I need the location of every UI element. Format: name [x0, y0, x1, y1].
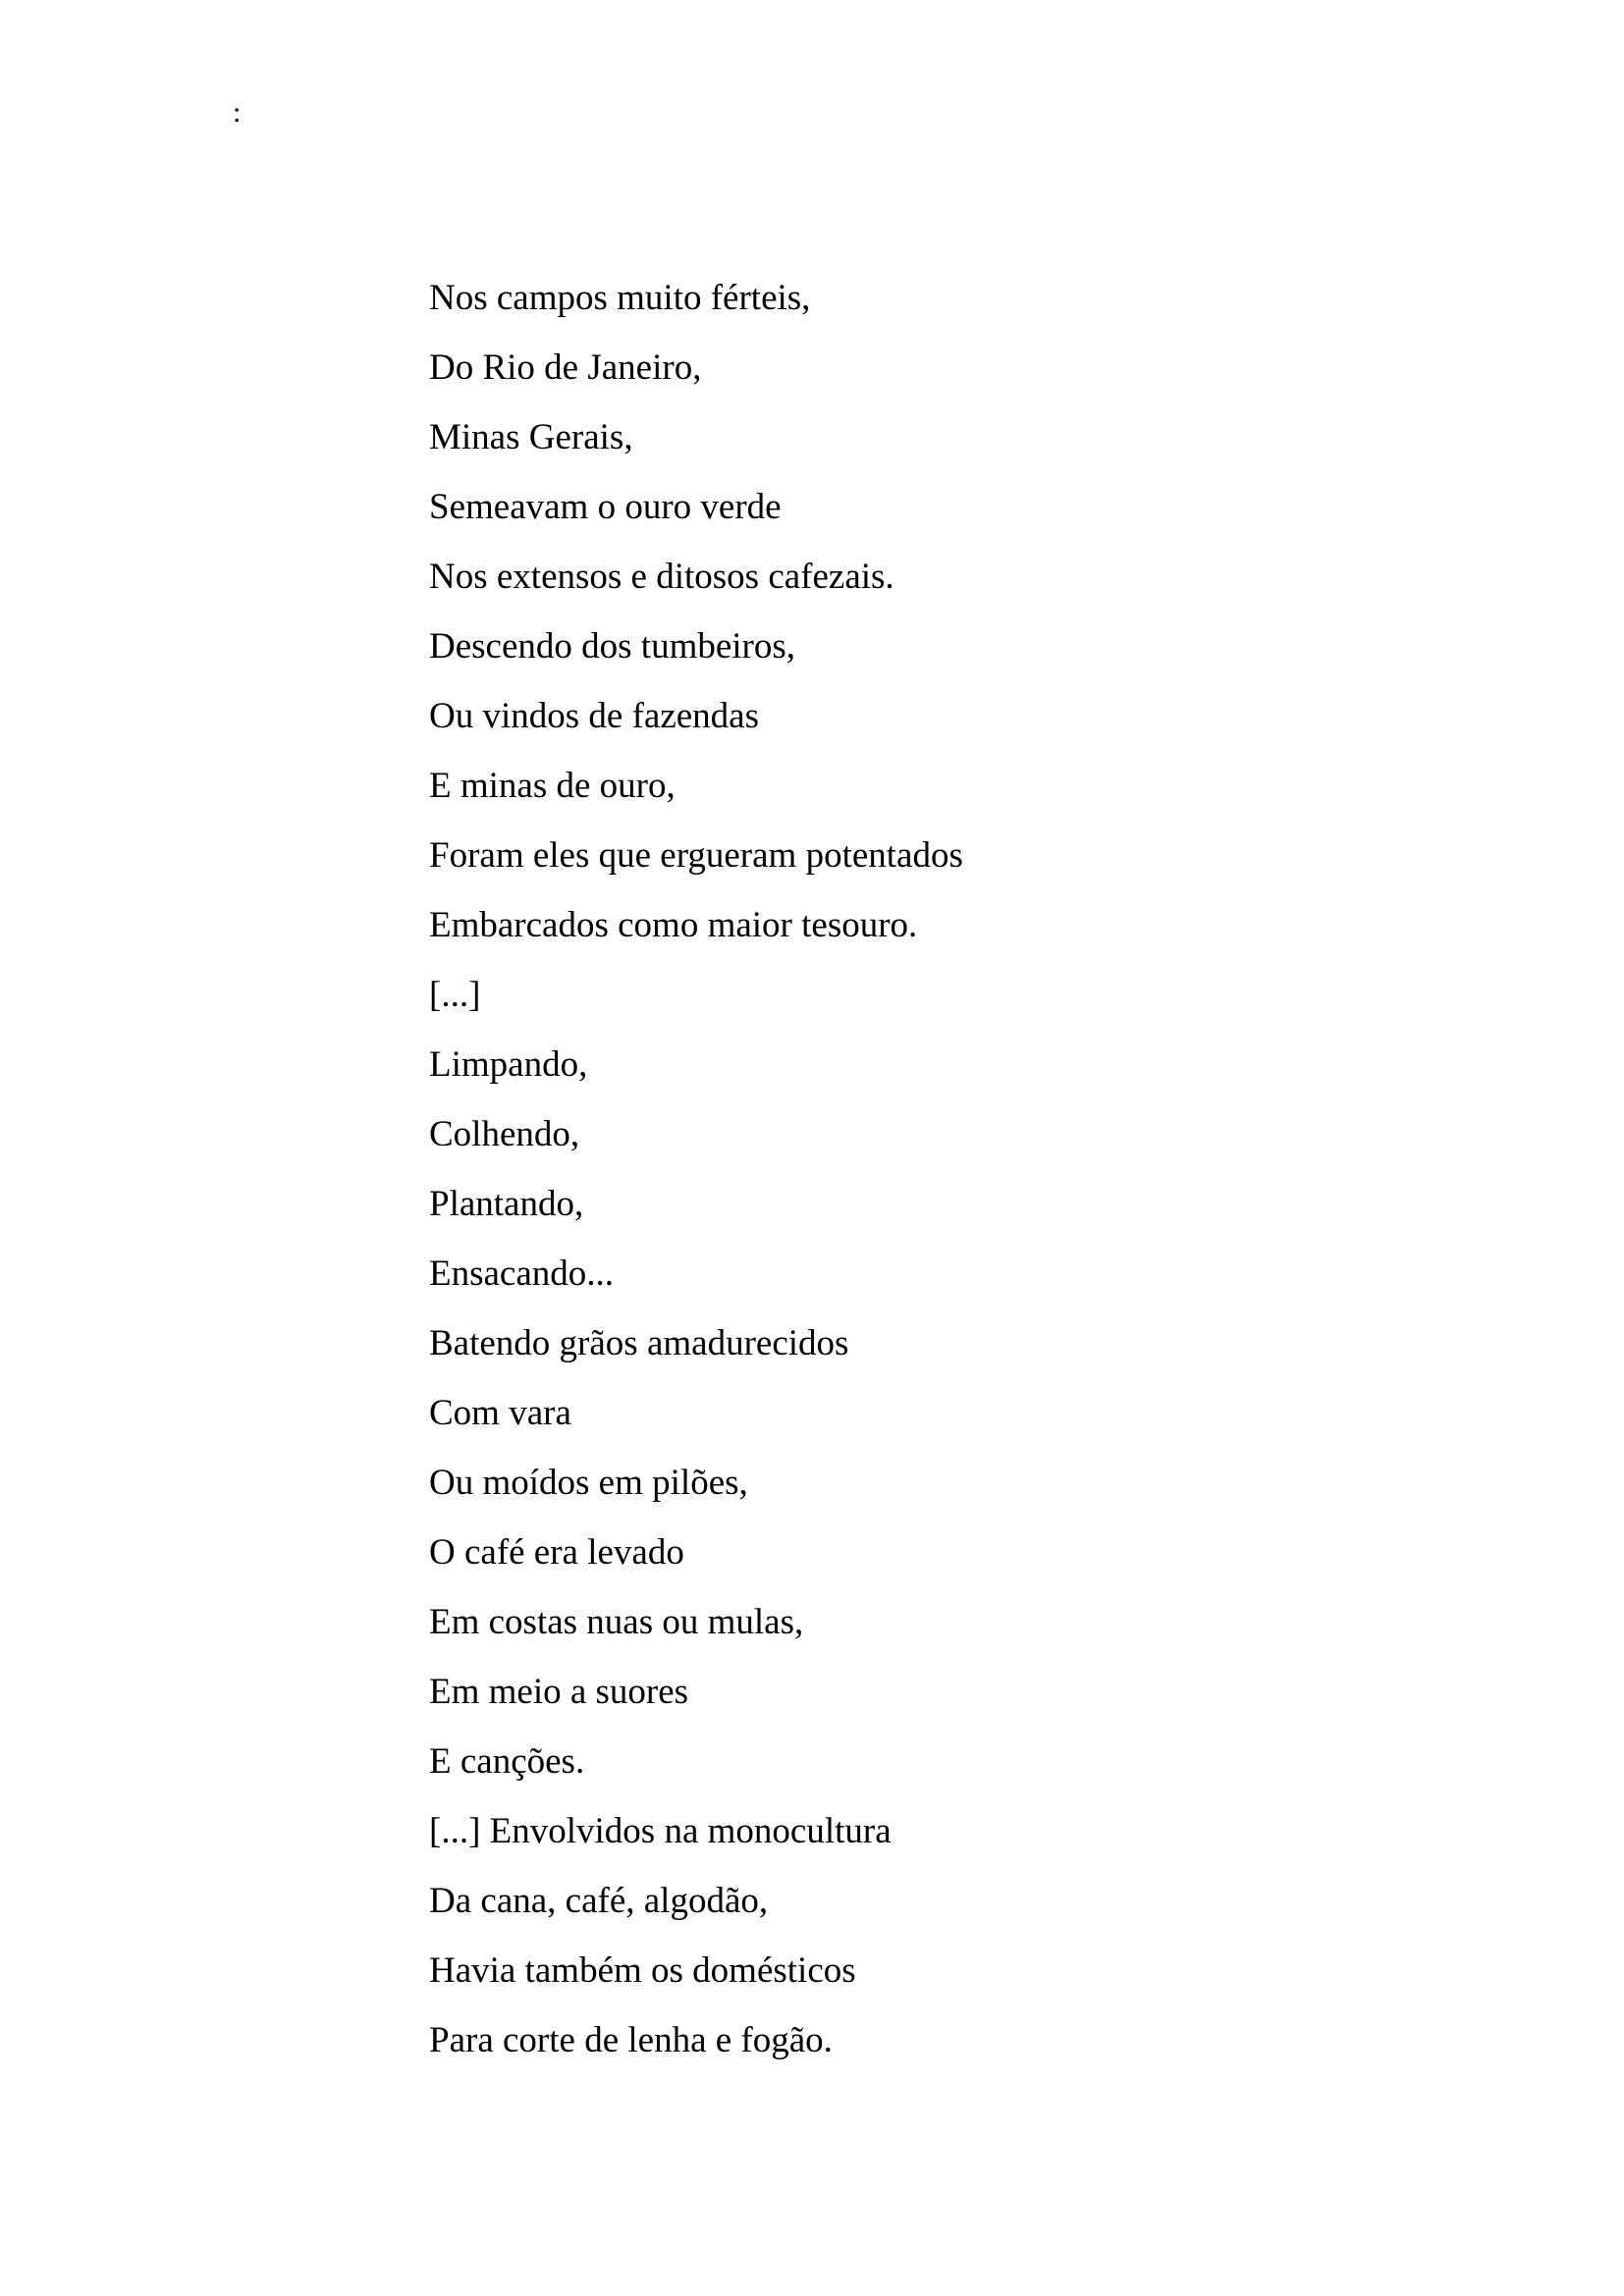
poem-line: Nos campos muito férteis, [429, 278, 811, 318]
poem-line: O café era levado [429, 1532, 684, 1573]
poem-line: Do Rio de Janeiro, [429, 347, 702, 388]
poem-line: Ou moídos em pilões, [429, 1463, 748, 1503]
poem-line: Ensacando... [429, 1254, 615, 1294]
poem-line: Colhendo, [429, 1114, 580, 1154]
poem-line: [...] Envolvidos na monocultura [429, 1811, 892, 1851]
poem-line: Em costas nuas ou mulas, [429, 1602, 804, 1642]
poem-line: E minas de ouro, [429, 766, 676, 806]
poem-line: Batendo grãos amadurecidos [429, 1323, 849, 1363]
poem-line: Semeavam o ouro verde [429, 487, 782, 527]
poem-line: Limpando, [429, 1044, 588, 1085]
poem-line: Da cana, café, algodão, [429, 1881, 769, 1921]
poem-line: Havia também os domésticos [429, 1950, 856, 1991]
poem-line: Ou vindos de fazendas [429, 696, 759, 736]
poem-line: Foram eles que ergueram potentados [429, 835, 963, 876]
poem-line: E canções. [429, 1741, 585, 1782]
top-mark: : [233, 96, 242, 129]
poem-line: Em meio a suores [429, 1672, 689, 1712]
poem-line: Descendo dos tumbeiros, [429, 626, 796, 667]
poem-line: Embarcados como maior tesouro. [429, 905, 918, 945]
poem-line: Plantando, [429, 1184, 584, 1224]
poem-lines [429, 263, 963, 2075]
poem-line: Com vara [429, 1393, 571, 1433]
poem-line: Para corte de lenha e fogão. [429, 2020, 833, 2060]
poem-line: [...] [429, 975, 481, 1015]
poem-line: Minas Gerais, [429, 417, 633, 457]
poem-line: Nos extensos e ditosos cafezais. [429, 557, 894, 597]
